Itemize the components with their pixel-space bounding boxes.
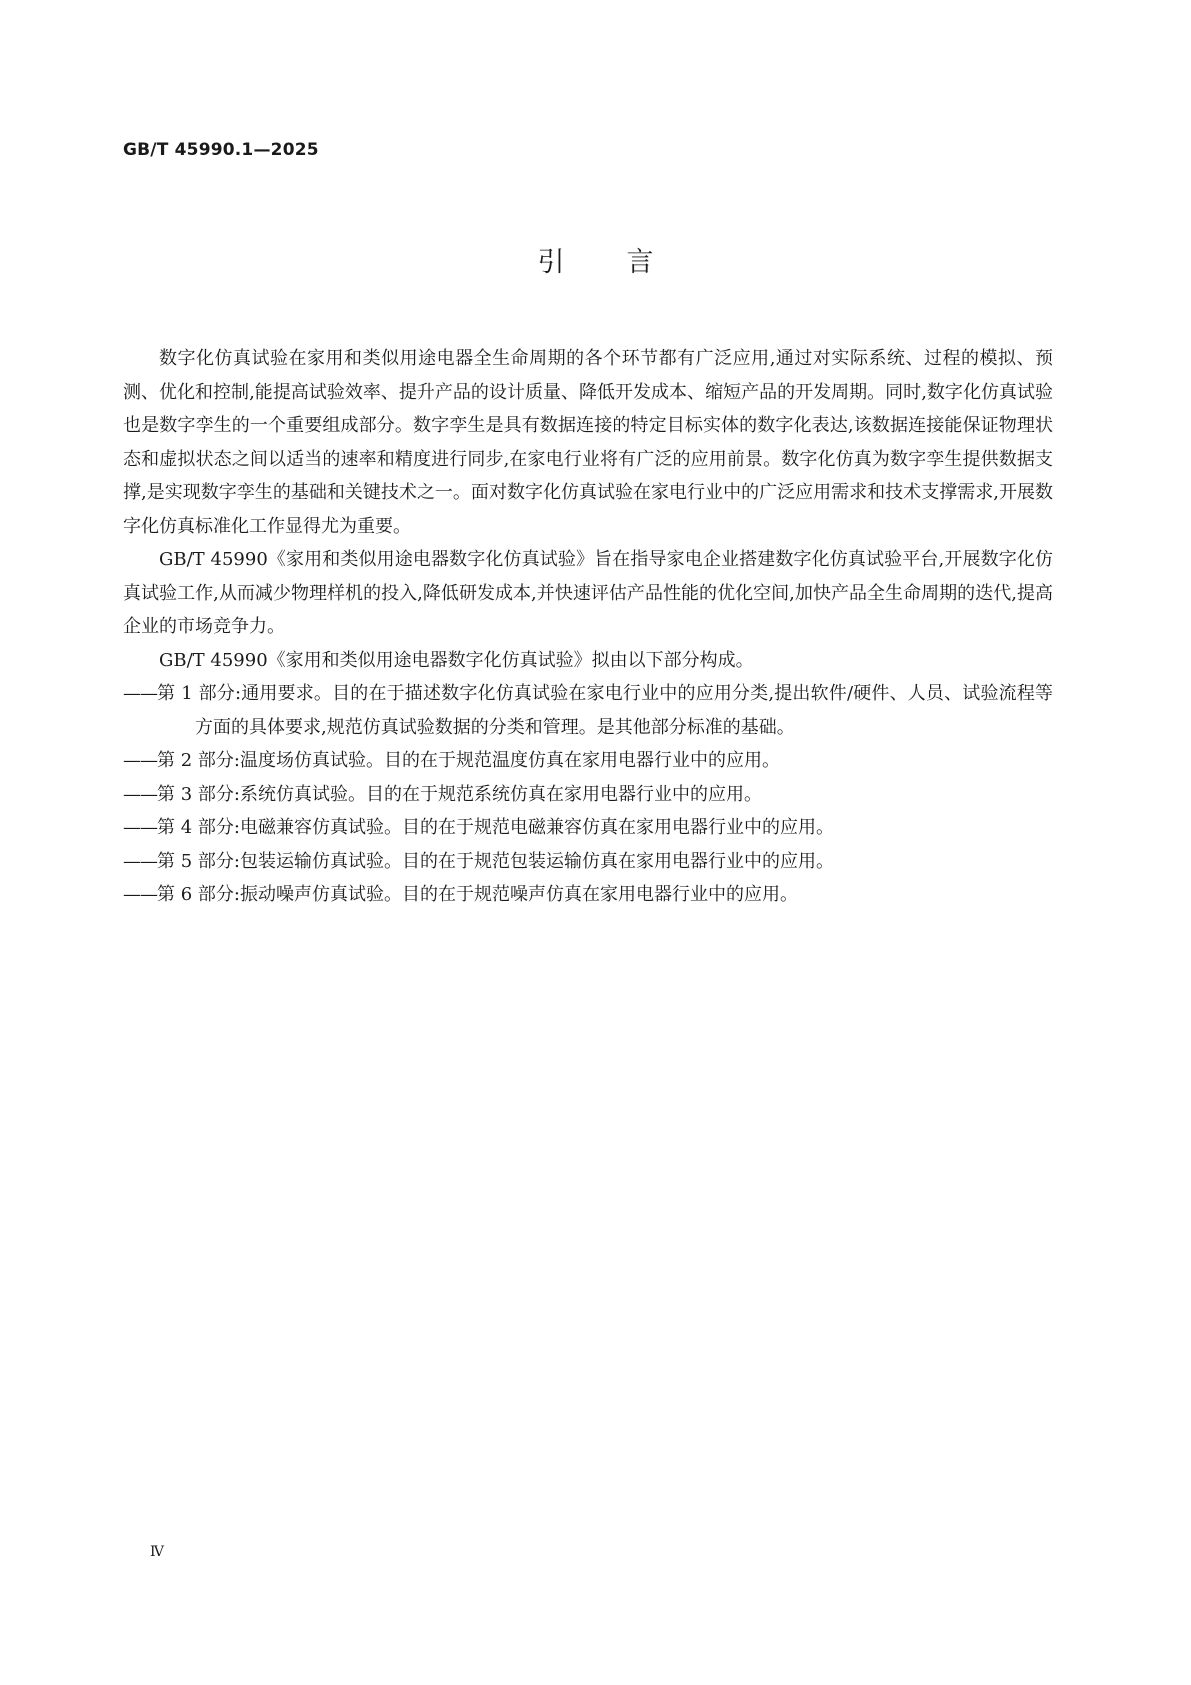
part-1-text: 第 1 部分:通用要求。目的在于描述数字化仿真试验在家电行业中的应用分类,提出软件/硬件、人员、试验流程等方面的具体要求,规范仿真试验数据的分类和管理。是其他部分标准的基础。	[157, 683, 1053, 738]
list-dash: ——	[123, 683, 157, 704]
list-dash: ——	[123, 850, 157, 872]
part-4-text: 第 4 部分:电磁兼容仿真试验。目的在于规范电磁兼容仿真在家用电器行业中的应用。	[157, 817, 834, 838]
list-dash: ——	[123, 783, 157, 805]
list-item-part-4	[123, 811, 1053, 845]
page-title: 引言	[537, 247, 716, 278]
list-dash: ——	[123, 884, 157, 905]
standard-number: GB/T 45990.1—2025	[123, 140, 319, 160]
part-2-text: 第 2 部分:温度场仿真试验。目的在于规范温度仿真在家用电器行业中的应用。	[157, 750, 780, 771]
part-3-text: 第 3 部分:系统仿真试验。目的在于规范系统仿真在家用电器行业中的应用。	[157, 783, 762, 805]
part-5-text: 第 5 部分:包装运输仿真试验。目的在于规范包装运输仿真在家用电器行业中的应用。	[157, 850, 834, 872]
list-item-part-6	[123, 878, 1053, 912]
list-item-part-3	[123, 778, 1053, 812]
paragraph-structure: GB/T 45990《家用和类似用途电器数字化仿真试验》拟由以下部分构成。	[159, 649, 754, 671]
list-item-part-2	[123, 744, 1053, 778]
list-item-part-5	[123, 845, 1053, 879]
paragraph-intro: 数字化仿真试验在家用和类似用途电器全生命周期的各个环节都有广泛应用,通过对实际系统、过程的模拟、预测、优化和控制,能提高试验效率、提升产品的设计质量、降低开发成本、缩短产品的开发周期。同时,数字化仿真试验也是数字孪生的一个重要组成部分。数字孪生是具有数据连接的特定目标实体的数字化表达,该数据连接能保证物理状态和虚拟状态之间以适当的速率和精度进行同步,在家电行业将有广泛的应用前景。数字化仿真为数字孪生提供数据支撑,是实现数字孪生的基础和关键技术之一。面对数字化仿真试验在家电行业中的广泛应用需求和技术支撑需求,开展数字化仿真标准化工作显得尤为重要。	[123, 348, 1053, 537]
list-dash: ——	[123, 817, 157, 838]
body-text	[123, 342, 1053, 912]
list-item-part-1	[123, 677, 1053, 744]
list-dash: ——	[123, 750, 157, 771]
paragraph-purpose: GB/T 45990《家用和类似用途电器数字化仿真试验》旨在指导家电企业搭建数字化仿真试验平台,开展数字化仿真试验工作,从而减少物理样机的投入,降低研发成本,并快速评估产品性能的优化空间,加快产品全生命周期的迭代,提高企业的市场竞争力。	[123, 549, 1053, 637]
part-6-text: 第 6 部分:振动噪声仿真试验。目的在于规范噪声仿真在家用电器行业中的应用。	[157, 884, 798, 905]
page-number: Ⅳ	[150, 1544, 164, 1560]
